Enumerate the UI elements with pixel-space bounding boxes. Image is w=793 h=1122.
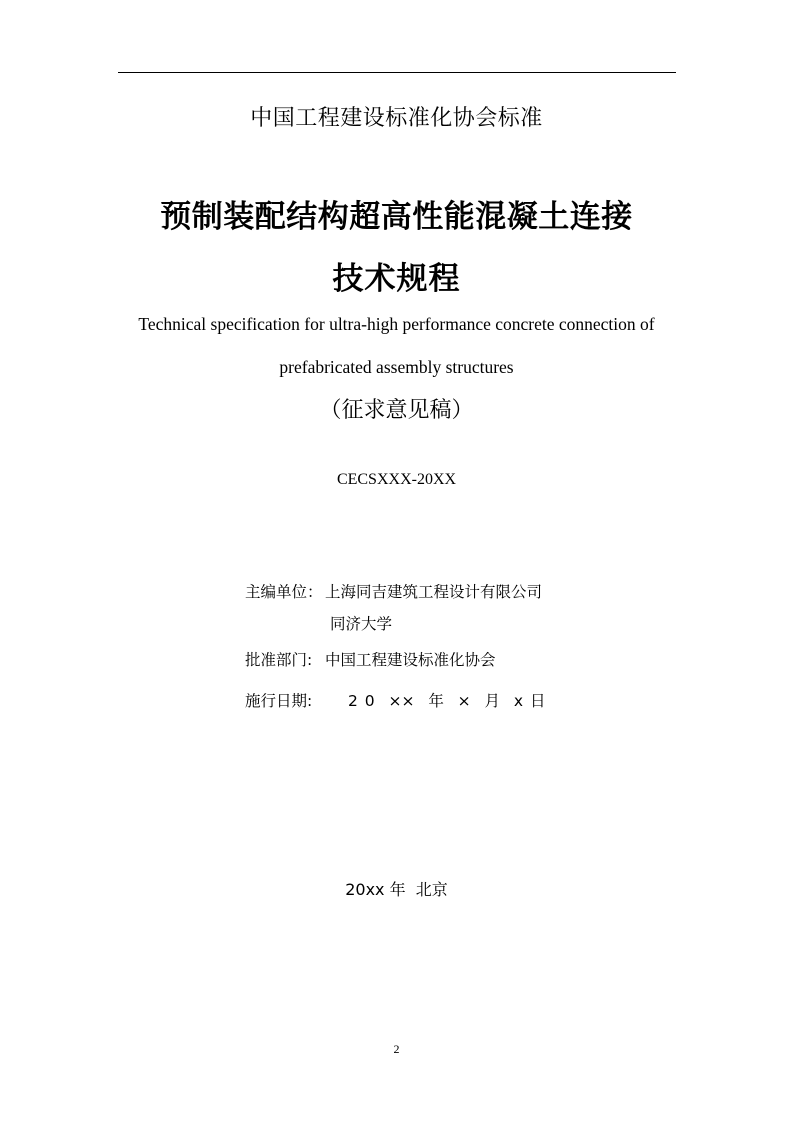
effective-date-value: 2 0 ×× 年 × 月 x 日 (348, 692, 546, 710)
approval-department-label: 批准部门: (245, 651, 313, 669)
chief-editor-unit-1: 上海同吉建筑工程设计有限公司 (325, 583, 543, 601)
document-title-line1: 预制装配结构超高性能混凝土连接 (160, 199, 633, 235)
english-title-line2: prefabricated assembly structures (279, 357, 514, 377)
effective-date-label: 施行日期: (245, 692, 313, 710)
page-number: 2 (393, 1042, 400, 1056)
draft-note: （征求意见稿） (319, 398, 474, 423)
organization-standard: 中国工程建设标准化协会标准 (250, 106, 543, 131)
top-rule (118, 72, 676, 73)
publication-place-year: 20xx 年 北京 (345, 880, 448, 899)
standard-code: CECSXXX-20XX (336, 471, 457, 488)
approval-department-value: 中国工程建设标准化协会 (325, 651, 496, 669)
english-title-line1: Technical specification for ultra-high performance concrete connection of (138, 314, 655, 334)
chief-editor-label: 主编单位： (245, 583, 323, 601)
chief-editor-unit-2: 同济大学 (330, 615, 393, 633)
document-title-line2: 技术规程 (332, 261, 461, 297)
